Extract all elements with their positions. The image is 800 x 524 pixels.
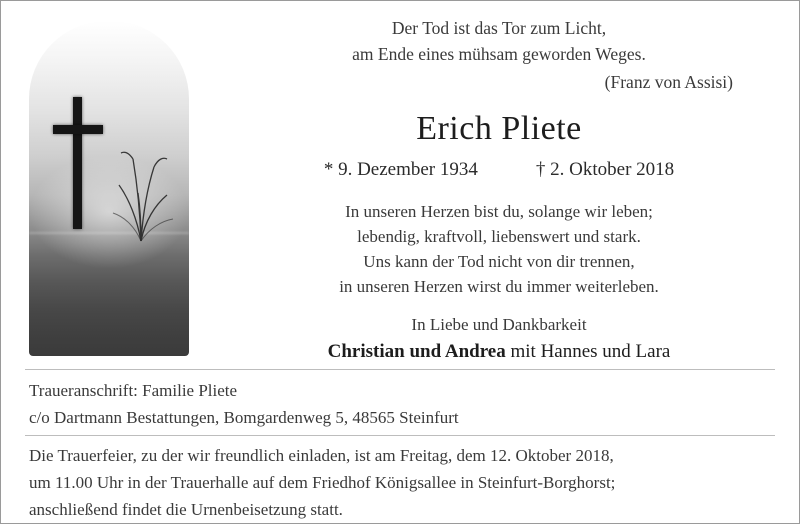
dedication-intro: In Liebe und Dankbarkeit bbox=[411, 315, 587, 334]
family-names-secondary: mit Hannes und Lara bbox=[505, 341, 671, 362]
birth-date: * 9. Dezember 1934 bbox=[323, 159, 478, 180]
ceremony-line2: um 11.00 Uhr in der Trauerhalle auf dem Friedhof Königsallee in Steinfurt-Borghorst; bbox=[29, 473, 616, 492]
dedication bbox=[221, 311, 777, 365]
cross-icon-crossbar bbox=[53, 125, 103, 134]
divider-bottom bbox=[25, 435, 775, 436]
ceremony-line1: Die Trauerfeier, zu der wir freundlich einladen, ist am Freitag, dem 12. Oktober 2018, bbox=[29, 446, 614, 465]
verse-top-line2: am Ende eines mühsam geworden Weges. bbox=[352, 44, 646, 64]
verse-top bbox=[221, 15, 777, 95]
verse-middle-line4: in unseren Herzen wirst du immer weiterleben. bbox=[339, 277, 659, 296]
grass-icon bbox=[107, 133, 177, 243]
ceremony-block bbox=[29, 442, 777, 523]
contact-line2: c/o Dartmann Bestattungen, Bomgardenweg 5, 48565 Steinfurt bbox=[29, 408, 459, 427]
verse-attribution: (Franz von Assisi) bbox=[604, 72, 733, 92]
verse-middle bbox=[201, 199, 797, 299]
divider-top bbox=[25, 369, 775, 370]
verse-middle-line2: lebendig, kraftvoll, liebenswert und stark. bbox=[357, 227, 641, 246]
death-date: † 2. Oktober 2018 bbox=[535, 159, 675, 180]
memorial-illustration bbox=[29, 21, 189, 356]
verse-middle-line3: Uns kann der Tod nicht von dir trennen, bbox=[363, 252, 635, 271]
family-names-primary: Christian und Andrea bbox=[327, 341, 506, 362]
family-names bbox=[221, 338, 777, 365]
verse-middle-line1: In unseren Herzen bist du, solange wir leben; bbox=[345, 202, 653, 221]
life-dates bbox=[221, 159, 777, 181]
contact-block bbox=[29, 377, 769, 431]
ceremony-line3: anschließend findet die Urnenbeisetzung statt. bbox=[29, 500, 343, 519]
verse-top-line1: Der Tod ist das Tor zum Licht, bbox=[391, 18, 607, 38]
contact-line1: Traueranschrift: Familie Pliete bbox=[29, 381, 238, 400]
cross-icon bbox=[73, 97, 82, 229]
deceased-name: Erich Pliete bbox=[416, 110, 582, 147]
